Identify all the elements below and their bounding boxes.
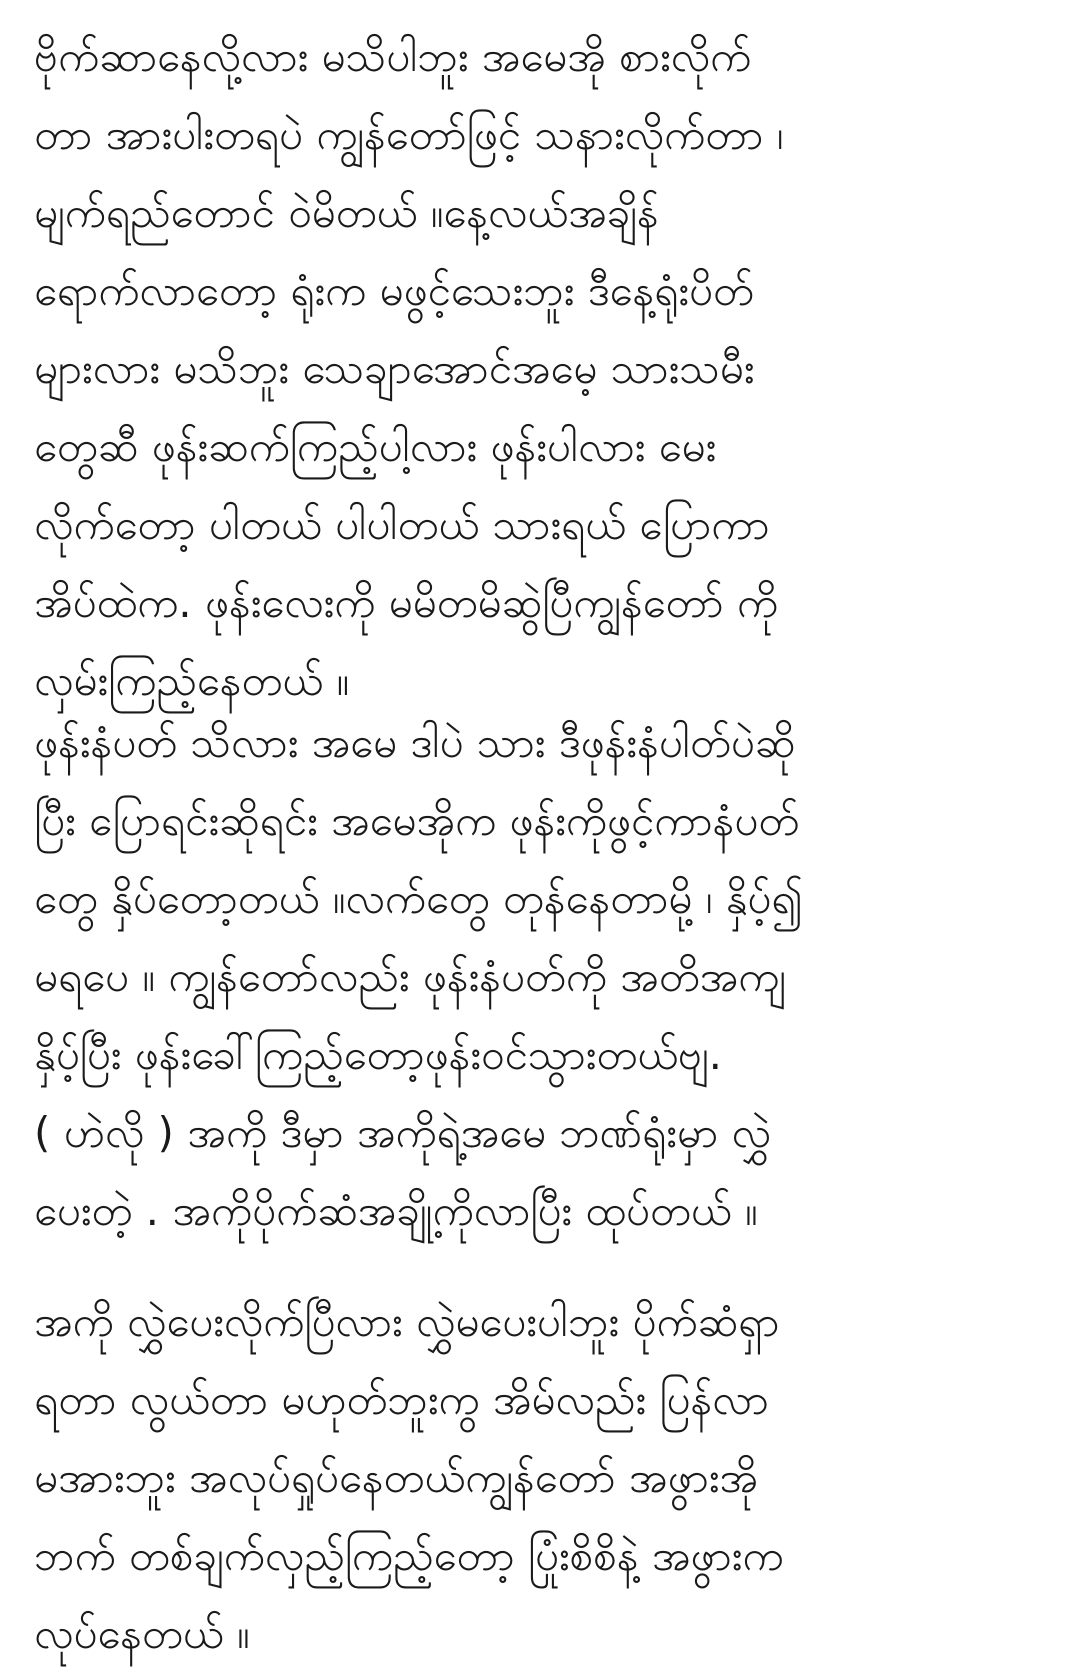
text-line: ပြီး ပြောရင်းဆိုရင်း အမေအိုက ဖုန်းကိုဖွင့်ကာနံပတ် xyxy=(34,796,800,845)
text-line: ရတာ လွယ်တာ မဟုတ်ဘူးကွ အိမ်လည်း ပြန်လာ xyxy=(34,1375,769,1424)
text-line: မအားဘူး အလုပ်ရှုပ်နေတယ်ကျွန်တော် အဖွားအို xyxy=(34,1453,758,1502)
text-line: တာ အားပါးတရပဲ ကျွန်တော်ဖြင့် သနားလိုက်တာ ၊ xyxy=(34,110,784,159)
text-line: ဖုန်းနံပတ် သိလား အမေ ဒါပဲ သား ဒီဖုန်းနံပါတ်ပဲဆို xyxy=(34,718,796,767)
text-line: ( ဟဲလို ) အကို ဒီမှာ အကိုရဲ့အမေ ဘဏ်ရုံးမှာ လွှဲ xyxy=(34,1108,771,1157)
text-line: ဘက် တစ်ချက်လှည့်ကြည့်တော့ ပြုံးစိစိနဲ့ အဖွားက xyxy=(34,1531,784,1580)
text-line: နှိပ့်ပြီး ဖုန်းခေါ်ကြည့်တော့ဖုန်းဝင်သွားတယ်ဗျ. xyxy=(34,1030,722,1079)
text-line: မရပေ ။ ကျွန်တော်လည်း ဖုန်းနံပတ်ကို အတိအကျ xyxy=(34,952,786,1001)
paragraph-3 xyxy=(34,1283,1064,1673)
text-line: လုပ်နေတယ် ။ xyxy=(34,1609,250,1658)
text-line: များလား မသိဘူး သေချာအောင်အမေ့ သားသမီး xyxy=(34,344,755,393)
text-line: မျက်ရည်တောင် ဝဲမိတယ် ။နေ့လယ်အချိန် xyxy=(34,188,659,237)
paragraph-1 xyxy=(34,18,1064,720)
paragraph-2 xyxy=(34,704,1064,1250)
text-line: လိုက်တော့ ပါတယ် ပါပါတယ် သားရယ် ပြောကာ xyxy=(34,500,770,549)
text-line: ဗိုက်ဆာနေလို့လား မသိပါဘူး အမေအို စားလိုက် xyxy=(34,32,752,81)
text-line: အိပ်ထဲက. ဖုန်းလေးကို မမိတမိဆွဲပြီကျွန်တော် ကို xyxy=(34,578,778,627)
text-line: ရောက်လာတော့ ရုံးက မဖွင့်သေးဘူး ဒီနေ့ရုံးပိတ် xyxy=(34,266,754,315)
text-line: လှမ်းကြည့်နေတယ် ။ xyxy=(34,656,350,705)
text-line: ပေးတဲ့ . အကိုပိုက်ဆံအချို့ကိုလာပြီး ထုပ်တယ် ။ xyxy=(34,1186,758,1235)
text-line: တွေ နှိပ်တော့တယ် ။လက်တွေ တုန်နေတာမို့ ၊ နှိပ့်၍ xyxy=(34,874,803,923)
text-line: အကို လွှဲပေးလိုက်ပြီလား လွှဲမပေးပါဘူး ပိုက်ဆံရှာ xyxy=(34,1297,780,1346)
text-line: တွေဆီ ဖုန်းဆက်ကြည့်ပါ့လား ဖုန်းပါလား မေး xyxy=(34,422,717,471)
